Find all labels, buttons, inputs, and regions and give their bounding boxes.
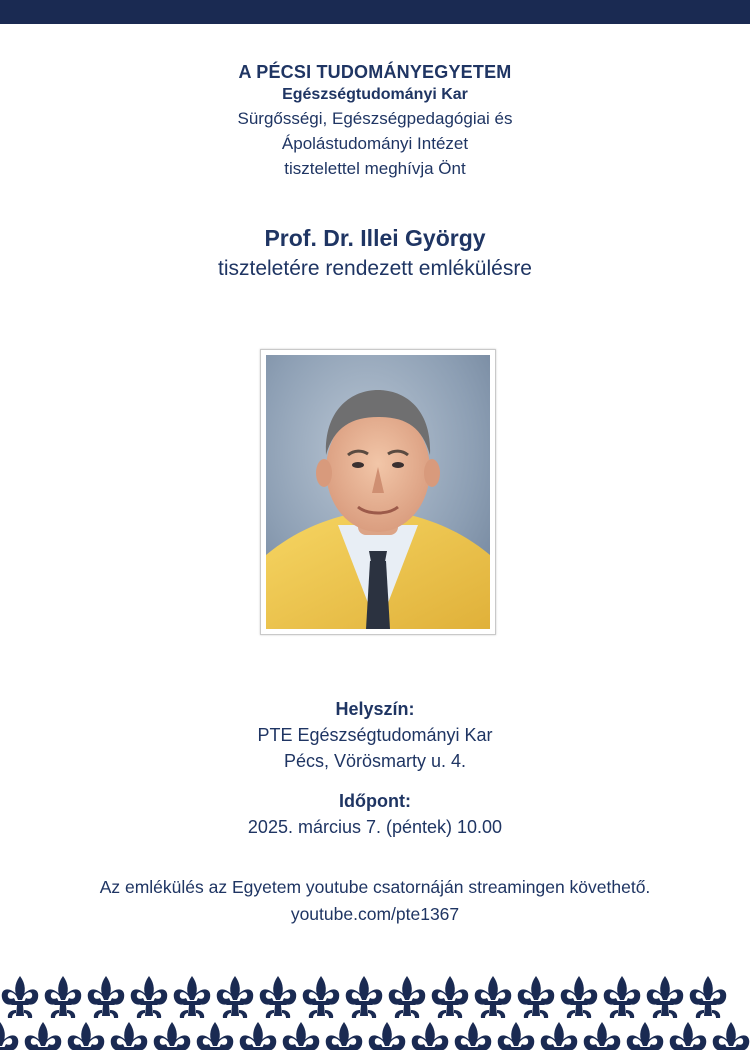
- fleur-de-lis-icon: [670, 1022, 707, 1050]
- fleur-de-lis-icon: [68, 1022, 105, 1050]
- honoree-block: [0, 222, 750, 284]
- faculty-name: Egészségtudományi Kar: [282, 86, 468, 103]
- fleur-de-lis-icon: [283, 1022, 320, 1050]
- fleur-de-lis-icon: [604, 976, 641, 1018]
- fleur-de-lis-icon: [0, 1022, 18, 1050]
- fleur-de-lis-icon: [25, 1022, 62, 1050]
- fleur-de-lis-icon: [240, 1022, 277, 1050]
- fleur-de-lis-icon: [690, 976, 727, 1018]
- fleur-de-lis-icon: [647, 976, 684, 1018]
- invitation-text: tisztelettel meghívja Önt: [284, 159, 466, 178]
- fleur-de-lis-icon: [131, 976, 168, 1018]
- fleur-de-lis-icon: [541, 1022, 578, 1050]
- portrait-photo: [266, 355, 490, 629]
- venue-line-1: PTE Egészségtudományi Kar: [257, 725, 493, 745]
- fleur-de-lis-icon: [432, 976, 469, 1018]
- honoree-name: Prof. Dr. Illei György: [264, 225, 486, 251]
- fleur-de-lis-icon: [326, 1022, 363, 1050]
- fleur-de-lis-icon: [498, 1022, 535, 1050]
- streaming-info: [0, 874, 750, 928]
- fleur-de-lis-icon: [346, 976, 383, 1018]
- streaming-text: Az emlékülés az Egyetem youtube csatornáján streamingen követhető.: [99, 877, 651, 897]
- fleur-de-lis-icon: [197, 1022, 234, 1050]
- fleur-de-lis-icon: [154, 1022, 191, 1050]
- fleur-de-lis-icon: [455, 1022, 492, 1050]
- top-navy-bar: [0, 0, 750, 24]
- fleur-de-lis-icon: [713, 1022, 750, 1050]
- fleur-de-lis-icon: [2, 976, 39, 1018]
- fleur-de-lis-icon: [369, 1022, 406, 1050]
- fleur-row-1: [2, 976, 727, 1018]
- youtube-link[interactable]: youtube.com/pte1367: [290, 904, 460, 924]
- institute-line-1: Sürgősségi, Egészségpedagógiai és: [237, 109, 513, 128]
- fleur-de-lis-icon: [174, 976, 211, 1018]
- fleur-de-lis-icon: [518, 976, 555, 1018]
- fleur-de-lis-icon: [303, 976, 340, 1018]
- venue-label: Helyszín:: [335, 699, 415, 719]
- invitation-header: [0, 60, 750, 181]
- venue-line-2: Pécs, Vörösmarty u. 4.: [283, 751, 467, 771]
- institute-line-2: Ápolástudományi Intézet: [281, 134, 469, 153]
- fleur-de-lis-icon: [111, 1022, 148, 1050]
- event-description: tiszteletére rendezett emlékülésre: [218, 257, 532, 280]
- university-name: A PÉCSI TUDOMÁNYEGYETEM: [238, 62, 512, 82]
- fleur-de-lis-icon: [260, 976, 297, 1018]
- fleur-de-lis-icon: [389, 976, 426, 1018]
- fleur-de-lis-icon: [475, 976, 512, 1018]
- fleur-de-lis-icon: [627, 1022, 664, 1050]
- fleur-de-lis-icon: [561, 976, 598, 1018]
- fleur-de-lis-icon: [584, 1022, 621, 1050]
- fleur-de-lis-icon: [88, 976, 125, 1018]
- portrait-frame: [260, 349, 496, 635]
- event-details: [0, 696, 750, 840]
- fleur-row-2: [0, 1022, 749, 1050]
- time-label: Időpont:: [339, 791, 411, 811]
- fleur-de-lis-icon: [45, 976, 82, 1018]
- fleur-de-lis-pattern: [0, 966, 750, 1050]
- fleur-de-lis-icon: [217, 976, 254, 1018]
- time-value: 2025. március 7. (péntek) 10.00: [247, 817, 503, 837]
- fleur-de-lis-icon: [412, 1022, 449, 1050]
